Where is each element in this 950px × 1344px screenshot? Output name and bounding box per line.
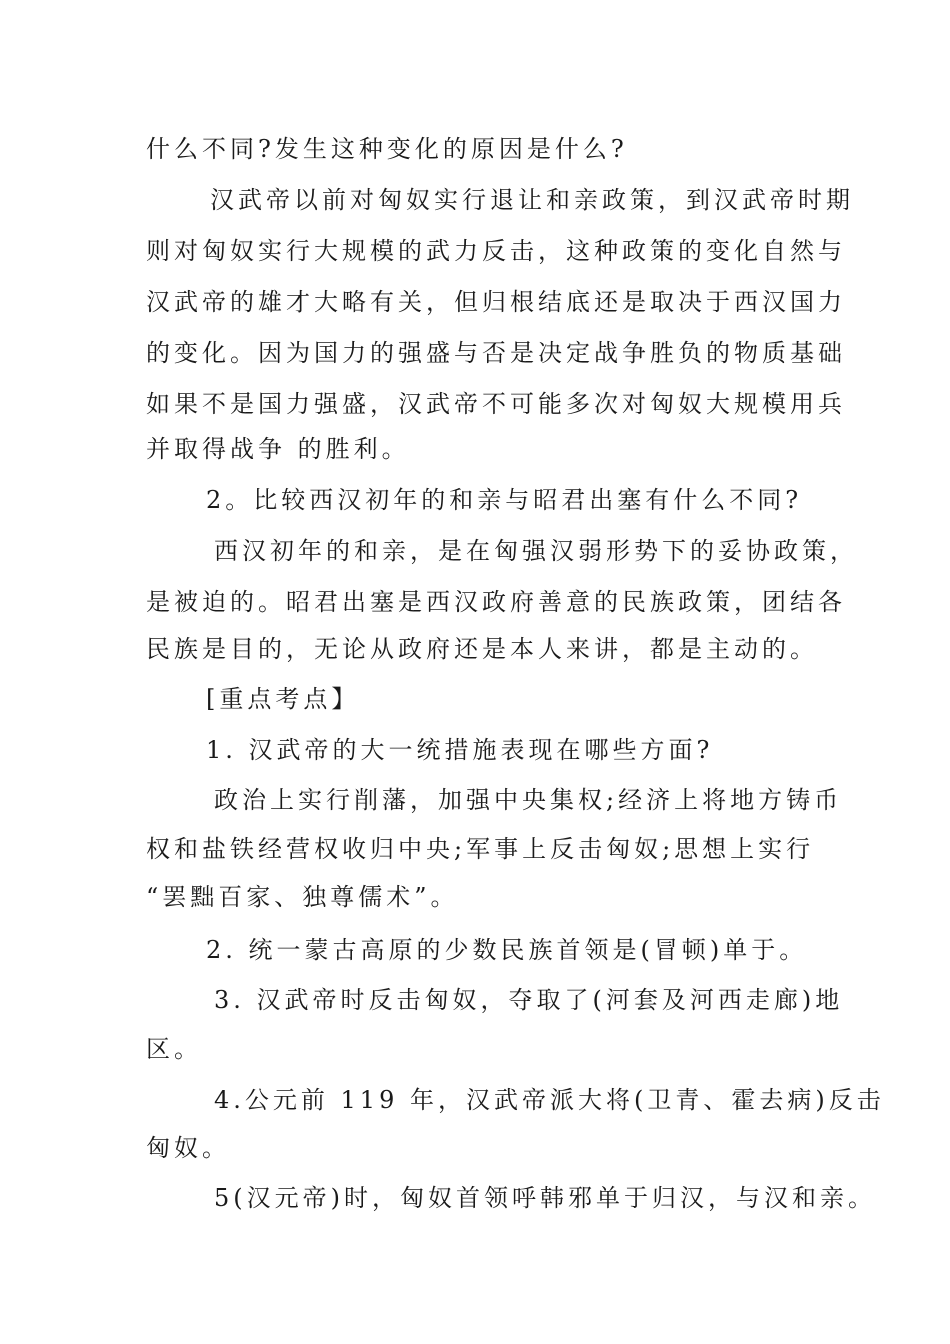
text-line: 并取得战争 的胜利。: [146, 435, 410, 463]
text-line: 如果不是国力强盛，汉武帝不可能多次对匈奴大规模用兵: [146, 390, 846, 418]
text-line: “罢黜百家、独尊儒术”。: [146, 883, 459, 911]
text-line: 民族是目的，无论从政府还是本人来讲，都是主动的。: [146, 635, 818, 663]
question-2-heading: 2。比较西汉初年的和亲与昭君出塞有什么不同?: [206, 486, 803, 514]
text-line: 的变化。因为国力的强盛与否是决定战争胜负的物质基础: [146, 339, 846, 367]
text-line: 是被迫的。昭君出塞是西汉政府善意的民族政策，团结各: [146, 588, 846, 616]
text-line: 汉武帝的雄才大略有关，但归根结底还是取决于西汉国力: [146, 288, 846, 316]
text-line: 匈奴。: [146, 1134, 230, 1162]
text-line: 西汉初年的和亲，是在匈强汉弱形势下的妥协政策，: [214, 537, 858, 565]
point-2: 2. 统一蒙古高原的少数民族首领是(冒顿)单于。: [206, 936, 808, 964]
text-line: 什么不同?发生这种变化的原因是什么?: [146, 135, 628, 163]
text-line: 区。: [146, 1035, 202, 1063]
text-line: 权和盐铁经营权收归中央;军事上反击匈奴;思想上实行: [146, 835, 815, 863]
point-5: 5(汉元帝)时，匈奴首领呼韩邪单于归汉，与汉和亲。: [214, 1184, 876, 1212]
text-line: 政治上实行削藩，加强中央集权;经济上将地方铸币: [214, 786, 843, 814]
point-4: 4.公元前 119 年，汉武帝派大将(卫青、霍去病)反击: [214, 1086, 885, 1114]
point-3: 3. 汉武帝时反击匈奴，夺取了(河套及河西走廊)地: [214, 986, 844, 1014]
text-line: 汉武帝以前对匈奴实行退让和亲政策，到汉武帝时期: [210, 186, 854, 214]
text-line: 则对匈奴实行大规模的武力反击，这种政策的变化自然与: [146, 237, 846, 265]
section-heading: [重点考点】: [206, 685, 360, 713]
point-1-heading: 1. 汉武帝的大一统措施表现在哪些方面?: [206, 736, 714, 764]
